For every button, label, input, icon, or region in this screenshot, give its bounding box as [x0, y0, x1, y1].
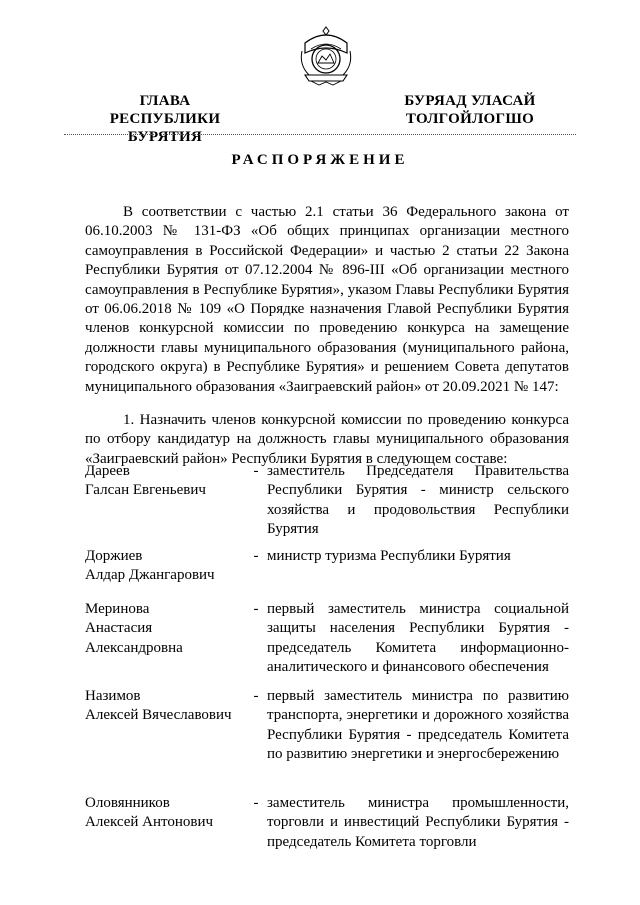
header-left-line2: РЕСПУБЛИКИ БУРЯТИЯ	[109, 111, 221, 145]
header-right-line2: ТОЛГОЙЛОГШО	[405, 111, 535, 127]
member-role: первый заместитель министра по развитию транспорта, энергетики и дорожного хозяйства Республики Бурятия - председатель Комитета по развитию энергетики и энергосбережению	[267, 688, 569, 763]
member-name	[85, 547, 245, 586]
coat-of-arms-icon	[297, 25, 355, 87]
header-left	[80, 92, 250, 146]
member-name	[85, 462, 245, 501]
header-right-line1: БУРЯАД УЛАСАЙ	[404, 93, 536, 109]
member-role: заместитель министра промышленности, торговли и инвестиций Республики Бурятия - председатель Комитета торговли	[267, 795, 569, 850]
member-surname: Меринова	[85, 601, 150, 617]
member-surname: Оловянников	[85, 795, 170, 811]
member-surname: Назимов	[85, 688, 141, 704]
member-given-name: Галсан Евгеньевич	[85, 482, 206, 499]
member-surname: Доржиев	[85, 548, 143, 564]
member-dash: -	[253, 463, 259, 479]
member-dash: -	[253, 795, 259, 811]
header-left-line1: ГЛАВА	[139, 93, 191, 109]
member-surname: Дареев	[85, 463, 130, 479]
document-title: РАСПОРЯЖЕНИЕ	[231, 152, 409, 168]
header-divider	[64, 134, 576, 135]
member-name	[85, 794, 245, 833]
member-patronymic: Александровна	[85, 639, 183, 656]
member-dash: -	[253, 548, 259, 564]
member-name	[85, 687, 245, 726]
member-given-name: Алдар Джангарович	[85, 567, 215, 584]
member-dash: -	[253, 688, 259, 704]
member-role: заместитель Председателя Правительства Республики Бурятия - министр сельского хозяйства и продовольствия Республики Бурятия	[267, 463, 569, 538]
member-role: первый заместитель министра социальной защиты населения Республики Бурятия - председатель Комитета информационно-аналитического и финансового обеспечения	[267, 601, 569, 676]
member-dash: -	[253, 601, 259, 617]
intro-paragraph: В соответствии с частью 2.1 статьи 36 Федерального закона от 06.10.2003 № 131-ФЗ «Об общих принципах организации местного самоуправления в Российской Федерации» и частью 2 статьи 22 Закона Республики Бурятия от 07.12.2004 № 896-III «Об организации местного самоуправления в Республике Бурятия», указом Главы Республики Бурятия от 06.06.2018 № 109 «О Порядке назначения Главой Республики Бурятия членов конкурсной комиссии по проведению конкурса на замещение должности главы муниципального образования (муниципального района, городского округа) в Республике Бурятия» и решением Совета депутатов муниципального образования «Заиграевский район» от 20.09.2021 № 147:	[85, 204, 569, 395]
item-1-paragraph: 1. Назначить членов конкурсной комиссии по проведению конкурса по отбору кандидатур на должность главы муниципального образования «Заиграевский район» Республики Бурятия в следующем составе:	[85, 412, 569, 467]
member-given-name: Алексей Антонович	[85, 814, 214, 831]
header-right	[385, 92, 555, 128]
member-given-name: Алексей Вячеславович	[85, 707, 232, 724]
member-given-name: Анастасия	[85, 620, 153, 637]
member-name	[85, 600, 245, 658]
member-role: министр туризма Республики Бурятия	[267, 548, 511, 564]
